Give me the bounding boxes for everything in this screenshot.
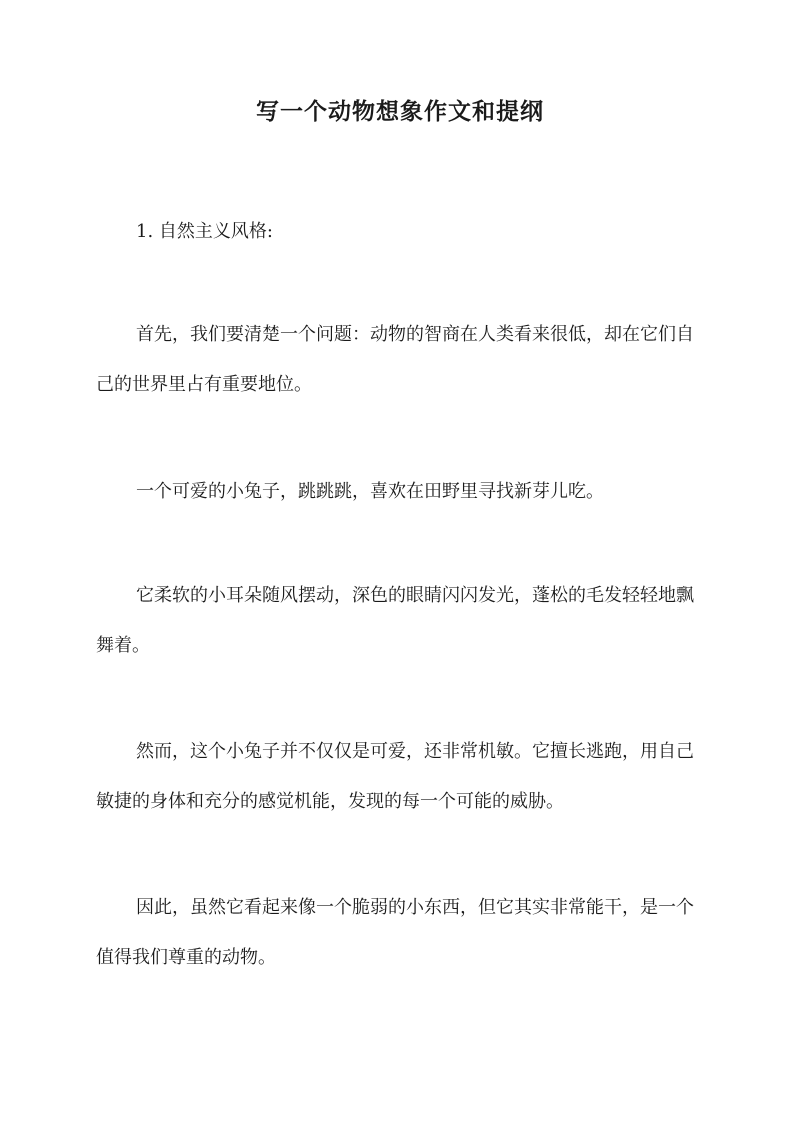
document-title: 写一个动物想象作文和提纲 [256, 98, 544, 125]
paragraph-3: 它柔软的小耳朵随风摆动，深色的眼睛闪闪发光，蓬松的毛发轻轻地飘舞着。 [96, 585, 694, 656]
paragraph-1: 首先，我们要清楚一个问题：动物的智商在人类看来很低，却在它们自己的世界里占有重要地位。 [96, 324, 694, 395]
paragraph-5: 因此，虽然它看起来像一个脆弱的小东西，但它其实非常能干，是一个值得我们尊重的动物。 [96, 897, 694, 968]
paragraph-2: 一个可爱的小兔子，跳跳跳，喜欢在田野里寻找新芽儿吃。 [136, 481, 604, 502]
paragraph-4: 然而，这个小兔子并不仅仅是可爱，还非常机敏。它擅长逃跑，用自己敏捷的身体和充分的感觉机能，发现的每一个可能的威胁。 [96, 741, 694, 812]
section-heading: 1. 自然主义风格: [136, 221, 273, 242]
